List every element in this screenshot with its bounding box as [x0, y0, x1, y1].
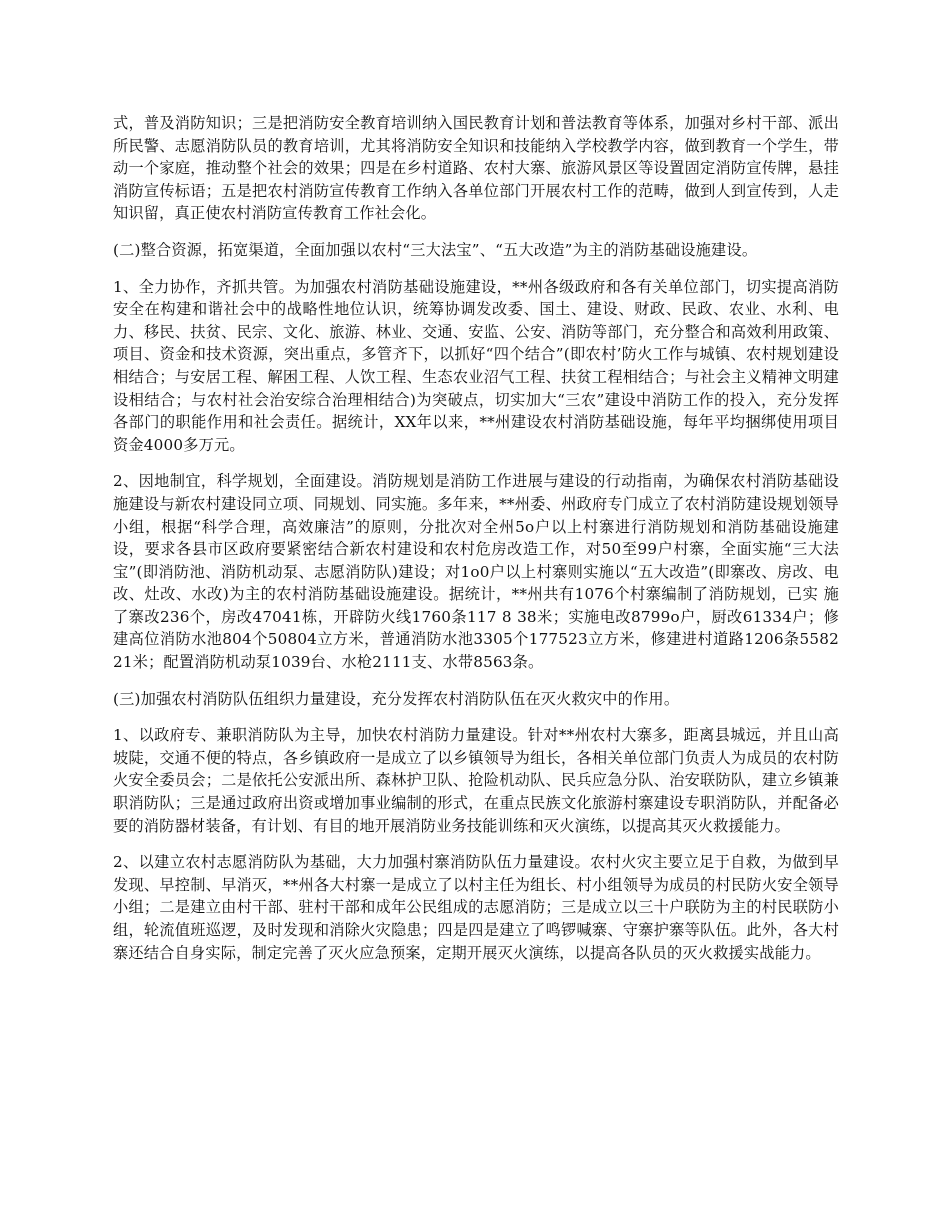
- paragraph-volunteer-brigades: 2、以建立农村志愿消防队为基础，大力加强村寨消防队伍力量建设。农村火灾主要立足于自救，为做到早发现、早控制、早消灭，**州各大村寨一是成立了以村主任为组长、村小组领导为成员的村民防火安全领导小组；二是建立由村干部、驻村干部和成年公民组成的志愿消防；三是成立以三十户联防为主的村民联防小组，轮流值班巡逻，及时发现和消除火灾隐患；四是四是建立了鸣锣喊寨、守寨护寨等队伍。此外，各大村寨还结合自身实际，制定完善了灭火应急预案，定期开展灭火演练，以提高各队员的灭火救援实战能力。: [113, 853, 839, 962]
- section-heading-infrastructure: (二)整合资源，拓宽渠道，全面加强以农村“三大法宝”、“五大改造”为主的消防基础设施建设。: [113, 240, 758, 259]
- document-page: [113, 112, 839, 978]
- section-heading-fire-brigades: (三)加强农村消防队伍组织力量建设，充分发挥农村消防队伍在灭火救灾中的作用。: [113, 689, 680, 708]
- paragraph-planning: 2、因地制宜，科学规划，全面建设。消防规划是消防工作进展与建设的行动指南，为确保农村消防基础设施建设与新农村建设同立项、同规划、同实施。多年来，**州委、州政府专门成立了农村消防建设规划领导小组，根据“科学合理，高效廉洁”的原则，分批次对全州5o户以上村寨进行消防规划和消防基础设施建设，要求各县市区政府要紧密结合新农村建设和农村危房改造工作，对50至99户村寨，全面实施“三大法宝”(即消防池、消防机动泵、志愿消防队)建设；对1o0户以上村寨则实施以“五大改造”(即寨改、房改、电改、灶改、水改)为主的农村消防基础设施建设。据统计，**州共有1076个村寨编制了消防规划，已实 施了寨改236个，房改47041栋，开辟防火线1760条117 8 38米；实施电改8799o户，厨改61334户；修建高位消防水池804个50804立方米，普通消防水池3305个177523立方米，修建进村道路1206条558221米；配置消防机动泵1039台、水枪2111支、水带8563条。: [113, 472, 839, 672]
- paragraph-government-brigades: 1、以政府专、兼职消防队为主导，加快农村消防力量建设。针对**州农村大寨多，距离县城远，并且山高坡陡，交通不便的特点，各乡镇政府一是成立了以乡镇领导为组长，各相关单位部门负责人为成员的农村防火安全委员会；二是依托公安派出所、森林护卫队、抢险机动队、民兵应急分队、治安联防队，建立乡镇兼职消防队；三是通过政府出资或增加事业编制的形式，在重点民族文化旅游村寨建设专职消防队，并配备必要的消防器材装备，有计划、有目的地开展消防业务技能训练和灭火演练，以提高其灭火救援能力。: [113, 726, 839, 835]
- paragraph-cooperation: 1、全力协作，齐抓共管。为加强农村消防基础设施建设，**州各级政府和各有关单位部门，切实提高消防安全在构建和谐社会中的战略性地位认识，统筹协调发改委、国土、建设、财政、民政、农业、水利、电力、移民、扶贫、民宗、文化、旅游、林业、交通、安监、公安、消防等部门，充分整合和高效利用政策、项目、资金和技术资源，突出重点，多管齐下，以抓好“四个结合”(即农村’防火工作与城镇、农村规划建设相结合；与安居工程、解困工程、人饮工程、生态农业沼气工程、扶贫工程相结合；与社会主义精神文明建设相结合；与农村社会治安综合治理相结合)为突破点，切实加大“三农”建设中消防工作的投入，充分发挥各部门的职能作用和社会责任。据统计，XX年以来，**州建设农村消防基础设施，每年平均捆绑使用项目资金4000多万元。: [113, 277, 839, 454]
- paragraph-propaganda-education: 式，普及消防知识；三是把消防安全教育培训纳入国民教育计划和普法教育等体系，加强对乡村干部、派出所民警、志愿消防队员的教育培训，尤其将消防安全知识和技能纳入学校教学内容，做到教育一个学生，带动一个家庭，推动整个社会的效果；四是在乡村道路、农村大寨、旅游风景区等设置固定消防宣传牌，悬挂消防宣传标语；五是把农村消防宣传教育工作纳入各单位部门开展农村工作的范畴，做到人到宣传到，人走知识留，真正使农村消防宣传教育工作社会化。: [113, 114, 839, 223]
